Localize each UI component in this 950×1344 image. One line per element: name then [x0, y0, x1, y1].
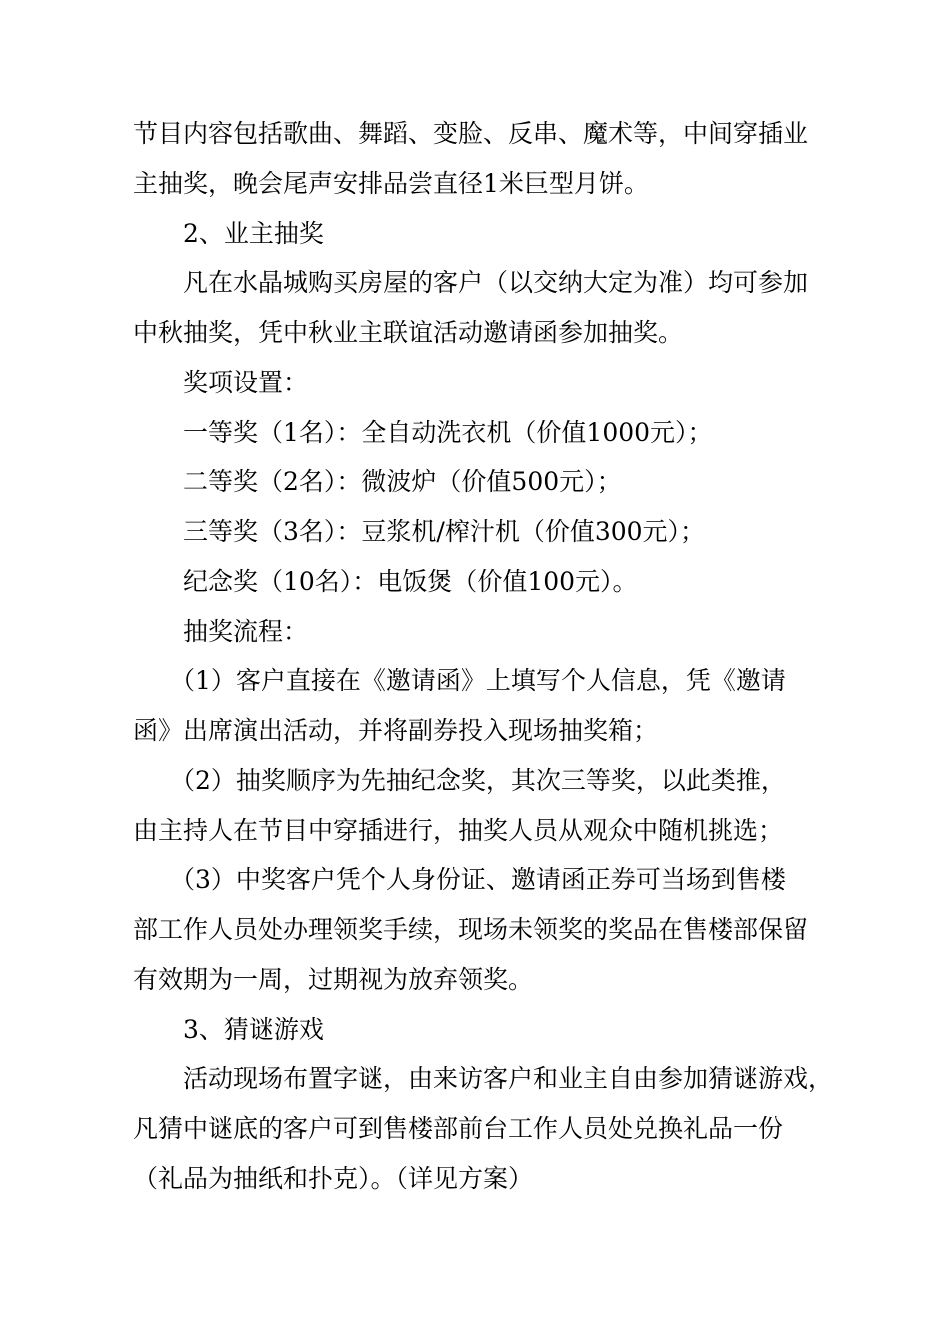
paragraph-line: 凡猜中谜底的客户可到售楼部前台工作人员处兑换礼品一份 [133, 1114, 784, 1143]
paragraph-line: 主抽奖，晚会尾声安排品尝直径1米巨型月饼。 [133, 169, 649, 198]
subheading: 奖项设置： [183, 368, 309, 397]
subheading: 抽奖流程： [183, 617, 309, 646]
prize-item: 三等奖（3名）：豆浆机/榨汁机（价值300元）； [183, 517, 706, 546]
paragraph-line: 活动现场布置字谜，由来访客户和业主自由参加猜谜游戏， [183, 1064, 834, 1093]
paragraph-line: 凡在水晶城购买房屋的客户（以交纳大定为准）均可参加 [183, 268, 809, 297]
section-heading: 2、业主抽奖 [183, 219, 324, 248]
paragraph-line: （礼品为抽纸和扑克）。（详见方案） [133, 1164, 534, 1193]
paragraph-line: 有效期为一周，过期视为放弃领奖。 [133, 965, 534, 994]
paragraph-line: 节目内容包括歌曲、舞蹈、变脸、反串、魔术等，中间穿插业 [133, 119, 809, 148]
paragraph-line: （1）客户直接在《邀请函》上填写个人信息，凭《邀请 [170, 666, 786, 695]
paragraph-line: 中秋抽奖，凭中秋业主联谊活动邀请函参加抽奖。 [133, 318, 684, 347]
paragraph-line: 函》出席演出活动，并将副券投入现场抽奖箱； [133, 716, 659, 745]
prize-item: 一等奖（1名）：全自动洗衣机（价值1000元）； [183, 418, 713, 447]
section-heading: 3、猜谜游戏 [183, 1015, 324, 1044]
paragraph-line: 由主持人在节目中穿插进行，抽奖人员从观众中随机挑选； [133, 816, 784, 845]
paragraph-line: （2）抽奖顺序为先抽纪念奖，其次三等奖，以此类推， [170, 766, 786, 795]
paragraph-line: （3）中奖客户凭个人身份证、邀请函正券可当场到售楼 [170, 865, 786, 894]
prize-item: 二等奖（2名）：微波炉（价值500元）； [183, 467, 622, 496]
paragraph-line: 部工作人员处办理领奖手续，现场未领奖的奖品在售楼部保留 [133, 915, 809, 944]
prize-item: 纪念奖（10名）：电饭煲（价值100元）。 [183, 567, 638, 596]
